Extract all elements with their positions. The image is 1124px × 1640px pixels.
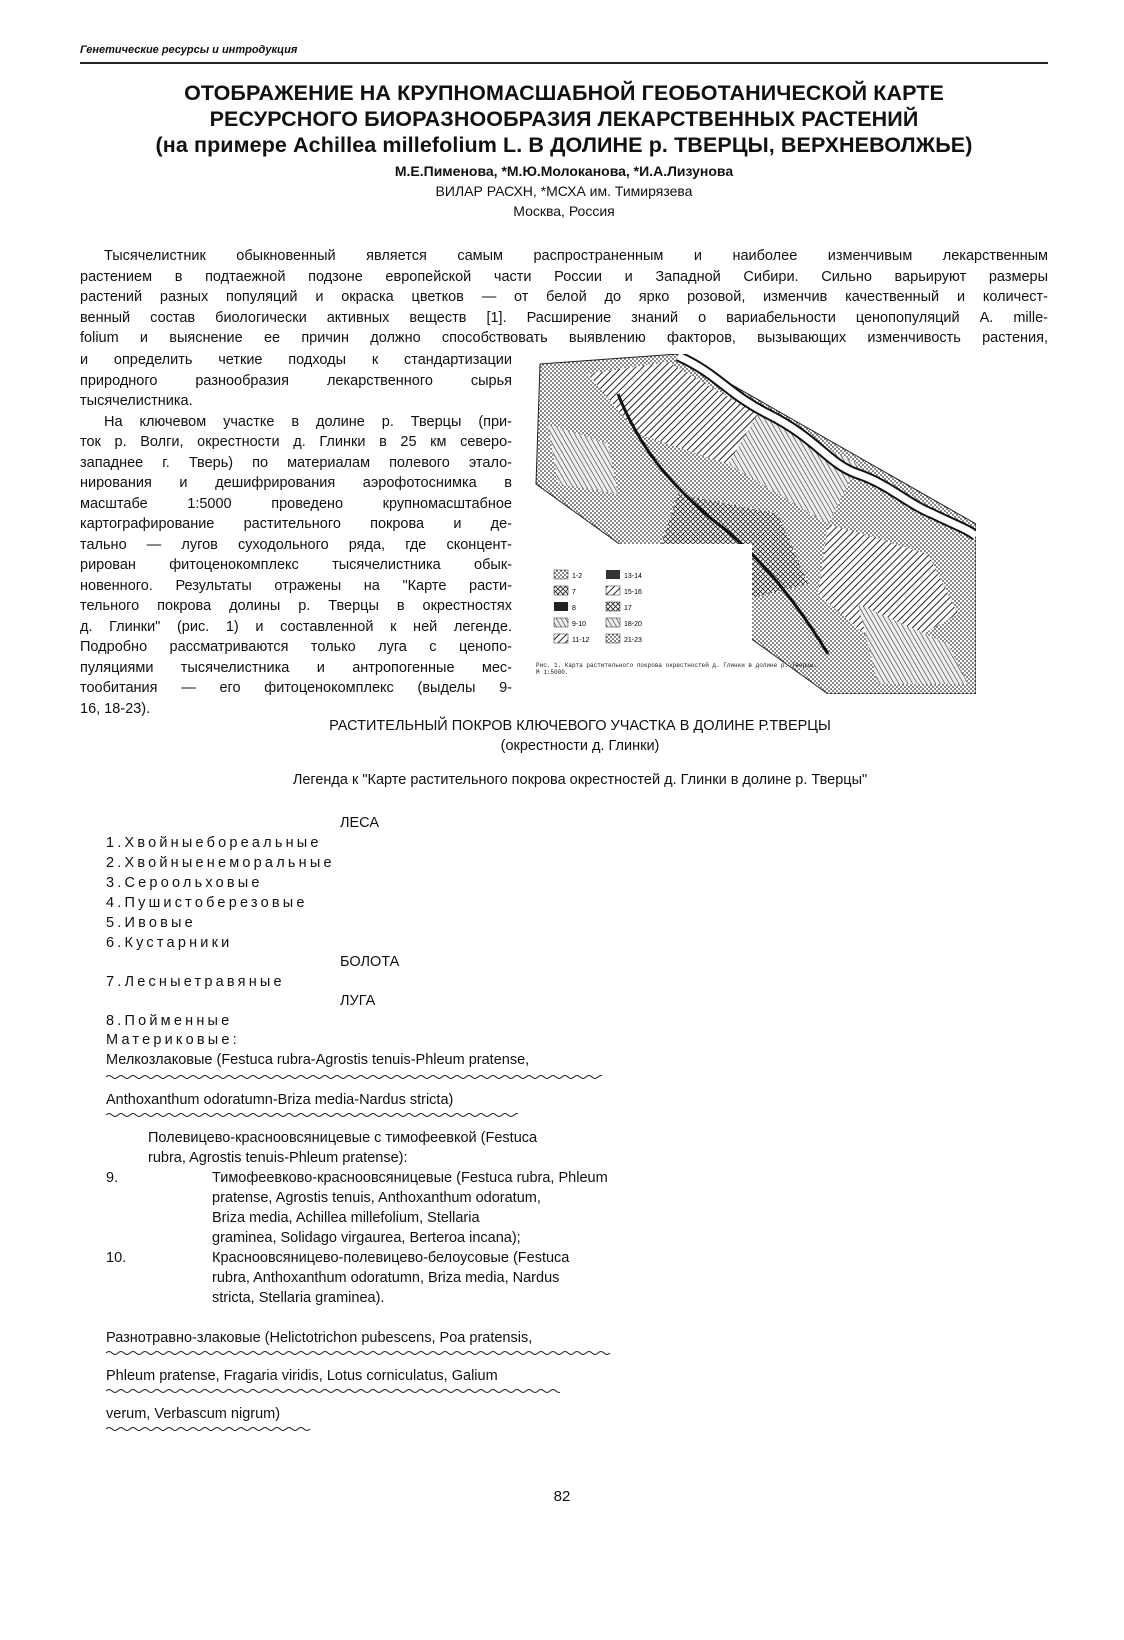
body-line: нирования и дешифрирования аэрофотоснимка в	[80, 475, 512, 491]
item9-line: pratense, Agrostis tenuis, Anthoxanthum odoratum,	[212, 1190, 541, 1206]
body-line: картографирование растительного покрова и де-	[80, 516, 512, 532]
category-forests: ЛЕСА	[340, 815, 380, 831]
title-line-1: ОТОБРАЖЕНИЕ НА КРУПНОМАСШАБНОЙ ГЕОБОТАНИЧЕСКОЙ КАРТЕ	[184, 81, 944, 105]
legend-label: 11-12	[572, 637, 590, 644]
item10-line: stricta, Stellaria graminea).	[212, 1290, 385, 1306]
body-line: новенного. Результаты отражены на "Карте расти-	[80, 577, 512, 594]
wavy-underline	[106, 1426, 314, 1432]
legend-label: 7	[572, 589, 576, 596]
page-number: 82	[553, 1488, 571, 1505]
body-line: западнее г. Тверь) по материалам полевого этало-	[80, 454, 512, 471]
body-line: д. Глинки" (рис. 1) и составленной к ней легенде.	[80, 618, 512, 635]
header-rule	[80, 62, 1048, 64]
item10-line: Красноовсяницево-полевицево-белоусовые (Festuca	[212, 1250, 570, 1266]
body-line: тельного покрова долины р. Тверцы в окрестностях	[80, 598, 512, 614]
section-title	[80, 716, 1080, 756]
vegetation-map	[528, 354, 976, 694]
meadow-mainland: Материковые:	[106, 1032, 240, 1048]
intro-line: растением в подтаежной подзоне европейской части России и Западной Сибири. Сильно варьируют размеры	[80, 268, 1048, 285]
body-line: и определить четкие подходы к стандартизации	[80, 352, 512, 368]
wavy-underline	[106, 1350, 612, 1356]
bog-item: 7.Лесныетравяные	[106, 974, 285, 990]
item-number: 10.	[106, 1250, 127, 1266]
body-line: пуляциями тысячелистника и антропогенные мес-	[80, 659, 512, 676]
body-line: тысячелистника.	[80, 393, 193, 409]
legend-label: 15-16	[624, 589, 642, 596]
wavy-underline	[106, 1388, 560, 1394]
legend-label: 17	[624, 605, 632, 612]
left-column-text	[80, 350, 512, 719]
legend-caption: Легенда к "Карте растительного покрова окрестностей д. Глинки в долине р. Тверцы"	[292, 772, 868, 788]
body-line: На ключевом участке в долине р. Тверцы (при-	[104, 413, 512, 430]
legend-label: 9-10	[572, 621, 587, 628]
city: Москва, Россия	[513, 203, 615, 219]
intro-paragraph	[80, 246, 1048, 349]
figure-caption-line: Рис. 1. Карта растительного покрова окрестностей д. Глинки в долине р. Тверцы.	[536, 662, 817, 669]
melkozlak-line: Anthoxanthum odoratumn-Briza media-Nardus stricta)	[106, 1092, 454, 1108]
section-title-line: РАСТИТЕЛЬНЫЙ ПОКРОВ КЛЮЧЕВОГО УЧАСТКА В ДОЛИНЕ Р.ТВЕРЦЫ	[329, 718, 831, 734]
body-line: тообитания — его фитоценокомплекс (выделы 9-	[80, 680, 512, 696]
forest-item: 6.Кустарники	[106, 935, 233, 951]
authors: М.Е.Пименова, *М.Ю.Молоканова, *И.А.Лизунова	[394, 163, 734, 179]
category-bogs: БОЛОТА	[340, 954, 400, 970]
body-line: Подробно рассматриваются только луга с ценопо-	[80, 639, 512, 655]
legend-label: 18-20	[624, 621, 642, 628]
intro-line: венный состав биологически активных веществ [1]. Расширение знаний о вариабельности ценопопуляций A. mille-	[80, 309, 1048, 326]
polevitsa-line: rubra, Agrostis tenuis-Phleum pratense):	[148, 1150, 408, 1166]
item-number: 9.	[106, 1170, 119, 1186]
intro-line: Тысячелистник обыкновенный является самым распространенным и наиболее изменчивым лекарственным	[104, 248, 1048, 264]
article-title	[80, 80, 1048, 158]
item9-line: Briza media, Achillea millefolium, Stellaria	[212, 1210, 480, 1226]
running-header: Генетические ресурсы и интродукция	[80, 44, 298, 56]
forest-item: 2.Хвойныенеморальные	[106, 855, 335, 871]
wavy-underline	[106, 1112, 518, 1118]
melkozlak-line: Мелкозлаковые (Festuca rubra-Agrostis tenuis-Phleum pratense,	[106, 1052, 530, 1068]
body-line: рирован фитоценокомплекс тысячелистника обык-	[80, 557, 512, 573]
category-meadows: ЛУГА	[340, 993, 376, 1009]
legend-label: 8	[572, 605, 576, 612]
body-line: природного разнообразия лекарственного сырья	[80, 372, 512, 389]
forest-item: 5.Ивовые	[106, 915, 196, 931]
legend-label: 1-2	[572, 573, 583, 580]
body-line: масштабе 1:5000 проведено крупномасштабное	[80, 495, 512, 512]
figure-caption	[536, 662, 896, 676]
body-line: 16, 18-23).	[80, 700, 151, 717]
body-line: тально — лугов суходольного ряда, где сконцент-	[80, 536, 512, 553]
item9-line: graminea, Solidago virgaurea, Berteroa incana);	[212, 1230, 521, 1246]
title-line-3: (на примере Achillea millefolium L. В ДОЛИНЕ р. ТВЕРЦЫ, ВЕРХНЕВОЛЖЬЕ)	[155, 133, 973, 157]
body-line: ток р. Волги, окрестности д. Глинки в 25 км северо-	[80, 434, 512, 450]
legend-label: 13-14	[624, 573, 642, 580]
raznotrav-line: Разнотравно-злаковые (Helictotrichon pubescens, Poa pratensis,	[106, 1330, 533, 1346]
figure-caption-line: М 1:5000.	[536, 669, 569, 676]
wavy-underline	[106, 1074, 602, 1080]
legend-label: 21-23	[624, 637, 642, 644]
intro-line: folium и выяснение ее причин должно способствовать выявлению факторов, вызывающих изменчивость растения,	[80, 330, 1048, 346]
meadow-floodplain: 8.Пойменные	[106, 1013, 233, 1029]
raznotrav-line: verum, Verbascum nigrum)	[106, 1406, 281, 1422]
forest-item: 3.Сероольховые	[106, 875, 263, 891]
title-line-2: РЕСУРСНОГО БИОРАЗНООБРАЗИЯ ЛЕКАРСТВЕННЫХ РАСТЕНИЙ	[209, 107, 919, 131]
forest-item: 4.Пушистоберезовые	[106, 895, 308, 911]
raznotrav-line: Phleum pratense, Fragaria viridis, Lotus corniculatus, Galium	[106, 1368, 498, 1384]
intro-line: растений разных популяций и окраска цветков — от белой до ярко розовой, изменчив качественный и количест-	[80, 289, 1048, 305]
item10-line: rubra, Anthoxanthum odoratumn, Briza media, Nardus	[212, 1270, 560, 1286]
polevitsa-line: Полевицево-красноовсяницевые с тимофеевкой (Festuca	[148, 1130, 538, 1146]
section-subtitle: (окрестности д. Глинки)	[500, 738, 660, 754]
forest-item: 1.Хвойныебореальные	[106, 835, 322, 851]
affiliation: ВИЛАР РАСХН, *МСХА им. Тимирязева	[435, 183, 693, 199]
item9-line: Тимофеевково-красноовсяницевые (Festuca rubra, Phleum	[212, 1170, 608, 1186]
